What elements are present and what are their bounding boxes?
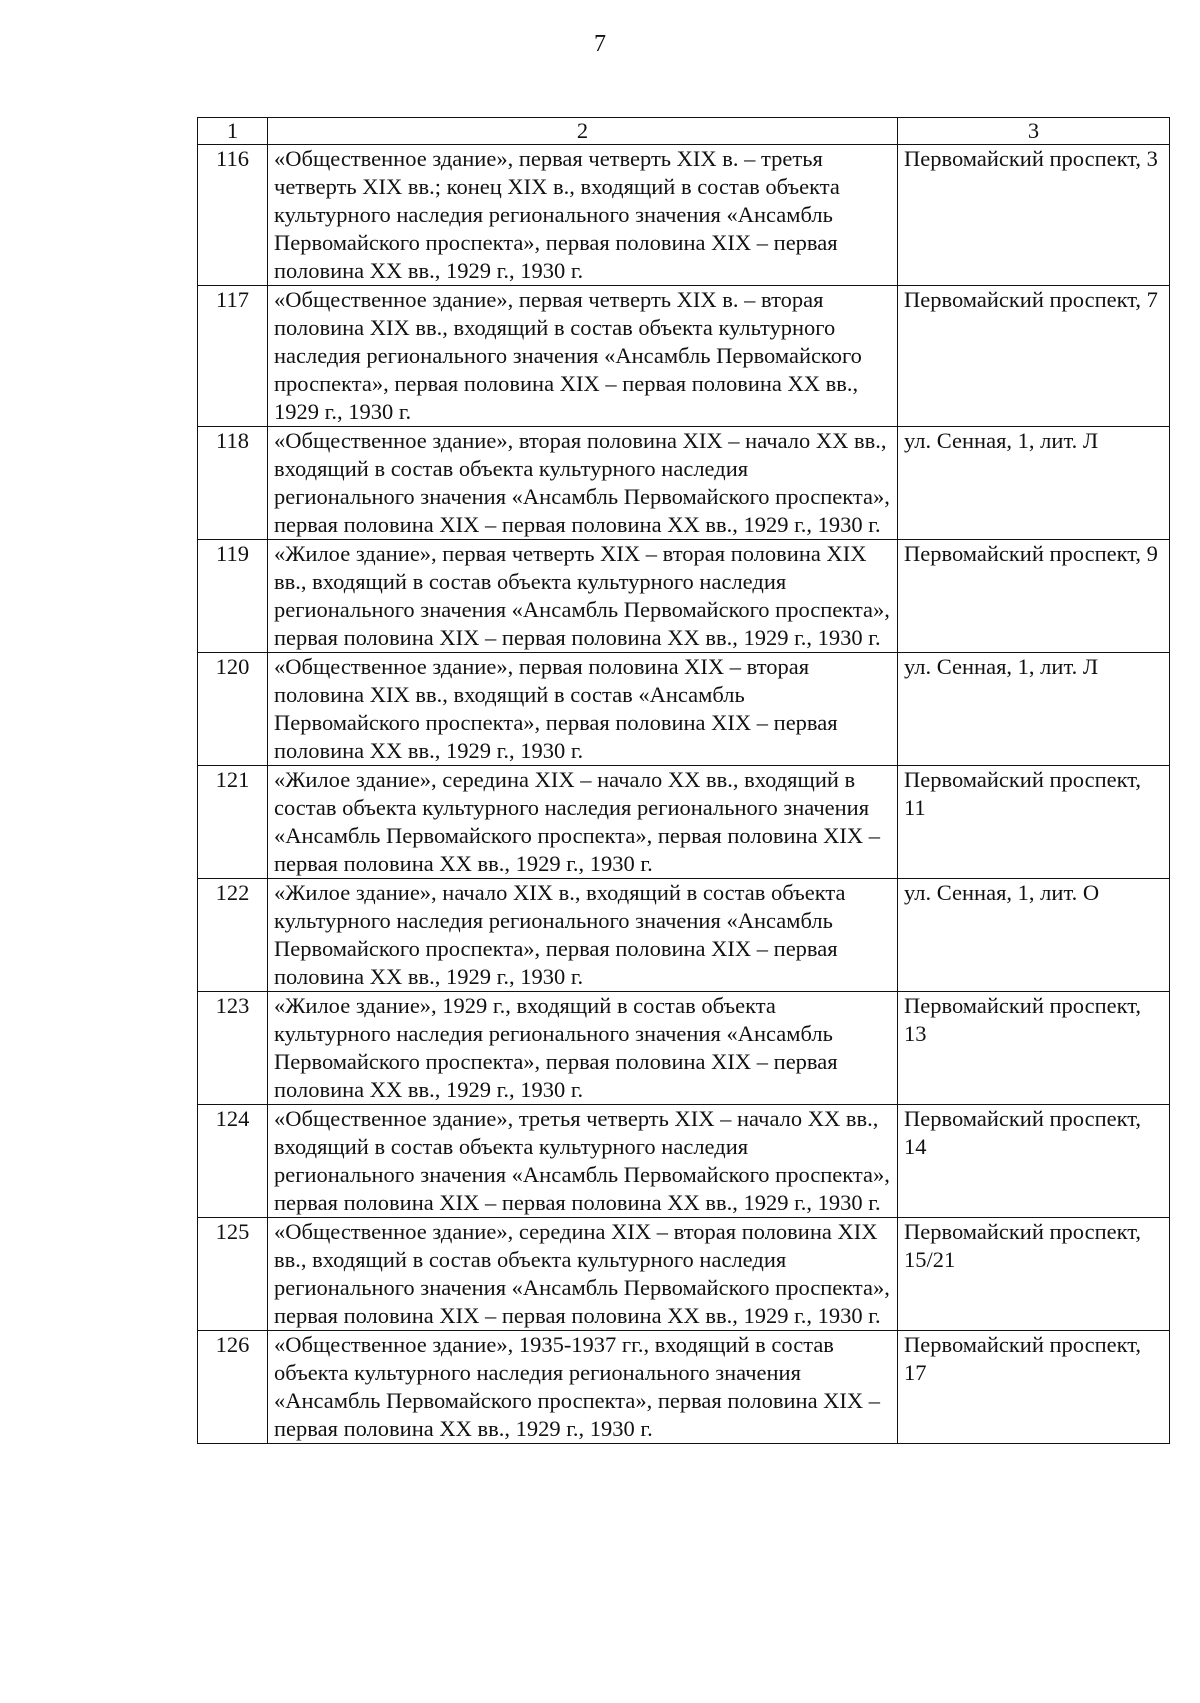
row-number: 125 — [198, 1218, 268, 1331]
object-description: «Жилое здание», 1929 г., входящий в состав объекта культурного наследия регионального значения «Ансамбль Первомайского проспекта», первая половина XIX – первая половина XX вв., 1929 г., 1930 г. — [268, 992, 898, 1105]
column-header: 2 — [268, 118, 898, 145]
row-number: 121 — [198, 766, 268, 879]
row-number: 122 — [198, 879, 268, 992]
table-row — [198, 286, 1170, 427]
object-address: ул. Сенная, 1, лит. Л — [898, 427, 1170, 540]
table-row — [198, 653, 1170, 766]
object-address: Первомайский проспект, 9 — [898, 540, 1170, 653]
object-description: «Общественное здание», первая четверть XIX в. – третья четверть XIX вв.; конец XIX в., входящий в состав объекта культурного наследия регионального значения «Ансамбль Первомайского проспекта», первая половина XIX – первая половина XX вв., 1929 г., 1930 г. — [268, 145, 898, 286]
row-number: 118 — [198, 427, 268, 540]
table-row — [198, 1105, 1170, 1218]
row-number: 120 — [198, 653, 268, 766]
column-header: 1 — [198, 118, 268, 145]
object-address: ул. Сенная, 1, лит. Л — [898, 653, 1170, 766]
table-row — [198, 427, 1170, 540]
object-description: «Общественное здание», третья четверть XIX – начало XX вв., входящий в состав объекта культурного наследия регионального значения «Ансамбль Первомайского проспекта», первая половина XIX – первая половина XX вв., 1929 г., 1930 г. — [268, 1105, 898, 1218]
column-header: 3 — [898, 118, 1170, 145]
heritage-objects-table — [197, 117, 1170, 1444]
table-row — [198, 1218, 1170, 1331]
object-address: Первомайский проспект, 14 — [898, 1105, 1170, 1218]
row-number: 124 — [198, 1105, 268, 1218]
object-description: «Общественное здание», первая четверть XIX в. – вторая половина XIX вв., входящий в состав объекта культурного наследия регионального значения «Ансамбль Первомайского проспекта», первая половина XIX – первая половина XX вв., 1929 г., 1930 г. — [268, 286, 898, 427]
table-header-row — [198, 118, 1170, 145]
object-description: «Жилое здание», первая четверть XIX – вторая половина XIX вв., входящий в состав объекта культурного наследия регионального значения «Ансамбль Первомайского проспекта», первая половина XIX – первая половина XX вв., 1929 г., 1930 г. — [268, 540, 898, 653]
row-number: 123 — [198, 992, 268, 1105]
object-address: ул. Сенная, 1, лит. О — [898, 879, 1170, 992]
object-address: Первомайский проспект, 15/21 — [898, 1218, 1170, 1331]
table-row — [198, 1331, 1170, 1444]
row-number: 119 — [198, 540, 268, 653]
table-row — [198, 766, 1170, 879]
object-address: Первомайский проспект, 13 — [898, 992, 1170, 1105]
object-description: «Общественное здание», вторая половина XIX – начало XX вв., входящий в состав объекта культурного наследия регионального значения «Ансамбль Первомайского проспекта», первая половина XIX – первая половина XX вв., 1929 г., 1930 г. — [268, 427, 898, 540]
object-address: Первомайский проспект, 7 — [898, 286, 1170, 427]
object-description: «Общественное здание», середина XIX – вторая половина XIX вв., входящий в состав объекта культурного наследия регионального значения «Ансамбль Первомайского проспекта», первая половина XIX – первая половина XX вв., 1929 г., 1930 г. — [268, 1218, 898, 1331]
page-number: 7 — [594, 31, 606, 57]
row-number: 116 — [198, 145, 268, 286]
table-row — [198, 879, 1170, 992]
object-description: «Жилое здание», начало XIX в., входящий в состав объекта культурного наследия регионального значения «Ансамбль Первомайского проспекта», первая половина XIX – первая половина XX вв., 1929 г., 1930 г. — [268, 879, 898, 992]
table-row — [198, 540, 1170, 653]
table-row — [198, 145, 1170, 286]
object-address: Первомайский проспект, 17 — [898, 1331, 1170, 1444]
object-address: Первомайский проспект, 3 — [898, 145, 1170, 286]
object-description: «Общественное здание», 1935-1937 гг., входящий в состав объекта культурного наследия регионального значения «Ансамбль Первомайского проспекта», первая половина XIX – первая половина XX вв., 1929 г., 1930 г. — [268, 1331, 898, 1444]
row-number: 126 — [198, 1331, 268, 1444]
row-number: 117 — [198, 286, 268, 427]
object-description: «Жилое здание», середина XIX – начало XX вв., входящий в состав объекта культурного наследия регионального значения «Ансамбль Первомайского проспекта», первая половина XIX – первая половина XX вв., 1929 г., 1930 г. — [268, 766, 898, 879]
object-description: «Общественное здание», первая половина XIX – вторая половина XIX вв., входящий в состав «Ансамбль Первомайского проспекта», первая половина XIX – первая половина XX вв., 1929 г., 1930 г. — [268, 653, 898, 766]
object-address: Первомайский проспект, 11 — [898, 766, 1170, 879]
table-row — [198, 992, 1170, 1105]
